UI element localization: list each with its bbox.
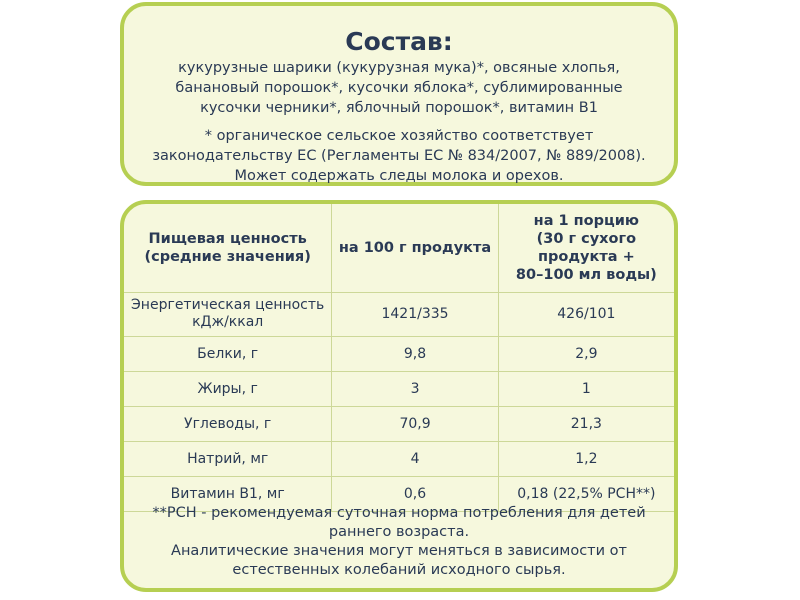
header-line: продукта +	[537, 248, 635, 265]
composition-panel	[120, 2, 678, 186]
footnote-line: естественных колебаний исходного сырья.	[232, 562, 566, 578]
note-line: Может содержать следы молока и орехов.	[234, 168, 564, 184]
header-per-100g: на 100 г продукта	[332, 204, 498, 292]
footnote-line: Аналитические значения могут меняться в зависимости от	[171, 543, 627, 559]
ingredients-line: банановый порошок*, кусочки яблока*, сублимированные	[175, 80, 623, 96]
row-label: Белки, г	[124, 336, 332, 371]
value-per-100g: 4	[332, 441, 498, 476]
ingredients-text	[142, 58, 656, 118]
table-row	[124, 336, 674, 371]
table-row	[124, 292, 674, 336]
value-per-serving: 0,18 (22,5% РСН**)	[498, 476, 674, 511]
nutrition-table	[124, 204, 674, 512]
header-line: 80–100 мл воды)	[515, 266, 657, 283]
row-label: Витамин В1, мг	[124, 476, 332, 511]
note-line: законодательству ЕС (Регламенты ЕС № 834/2007, № 889/2008).	[152, 148, 646, 164]
value-per-100g: 9,8	[332, 336, 498, 371]
row-label: Натрий, мг	[124, 441, 332, 476]
row-label: Жиры, г	[124, 371, 332, 406]
value-per-100g: 70,9	[332, 406, 498, 441]
value-per-100g: 0,6	[332, 476, 498, 511]
row-label-line: Энергетическая ценность	[131, 297, 325, 313]
table-header-row	[124, 204, 674, 292]
value-per-serving: 1	[498, 371, 674, 406]
organic-note	[142, 126, 656, 186]
header-line: Пищевая ценность	[148, 230, 307, 247]
table-row	[124, 371, 674, 406]
value-per-serving: 2,9	[498, 336, 674, 371]
composition-title: Состав:	[345, 27, 453, 56]
ingredients-line: кукурузные шарики (кукурузная мука)*, овсяные хлопья,	[178, 60, 620, 76]
ingredients-line: кусочки черники*, яблочный порошок*, витамин В1	[200, 100, 598, 116]
footnote-line: **РСН - рекомендуемая суточная норма потребления для детей	[152, 505, 646, 521]
header-line: (30 г сухого	[536, 230, 637, 247]
header-nutrition-value	[124, 204, 332, 292]
table-row	[124, 406, 674, 441]
value-per-100g: 3	[332, 371, 498, 406]
value-per-serving: 1,2	[498, 441, 674, 476]
row-label-line: кДж/ккал	[192, 314, 264, 330]
value-per-serving: 21,3	[498, 406, 674, 441]
footnote-line: раннего возраста.	[328, 524, 470, 540]
row-label	[124, 292, 332, 336]
value-per-serving: 426/101	[498, 292, 674, 336]
table-row	[124, 441, 674, 476]
note-line: * органическое сельское хозяйство соответствует	[204, 128, 594, 144]
value-per-100g: 1421/335	[332, 292, 498, 336]
row-label: Углеводы, г	[124, 406, 332, 441]
footnote	[124, 504, 674, 580]
header-line: на 1 порцию	[533, 212, 640, 229]
header-per-serving	[498, 204, 674, 292]
header-line: (средние значения)	[144, 248, 311, 265]
nutrition-panel	[120, 200, 678, 592]
